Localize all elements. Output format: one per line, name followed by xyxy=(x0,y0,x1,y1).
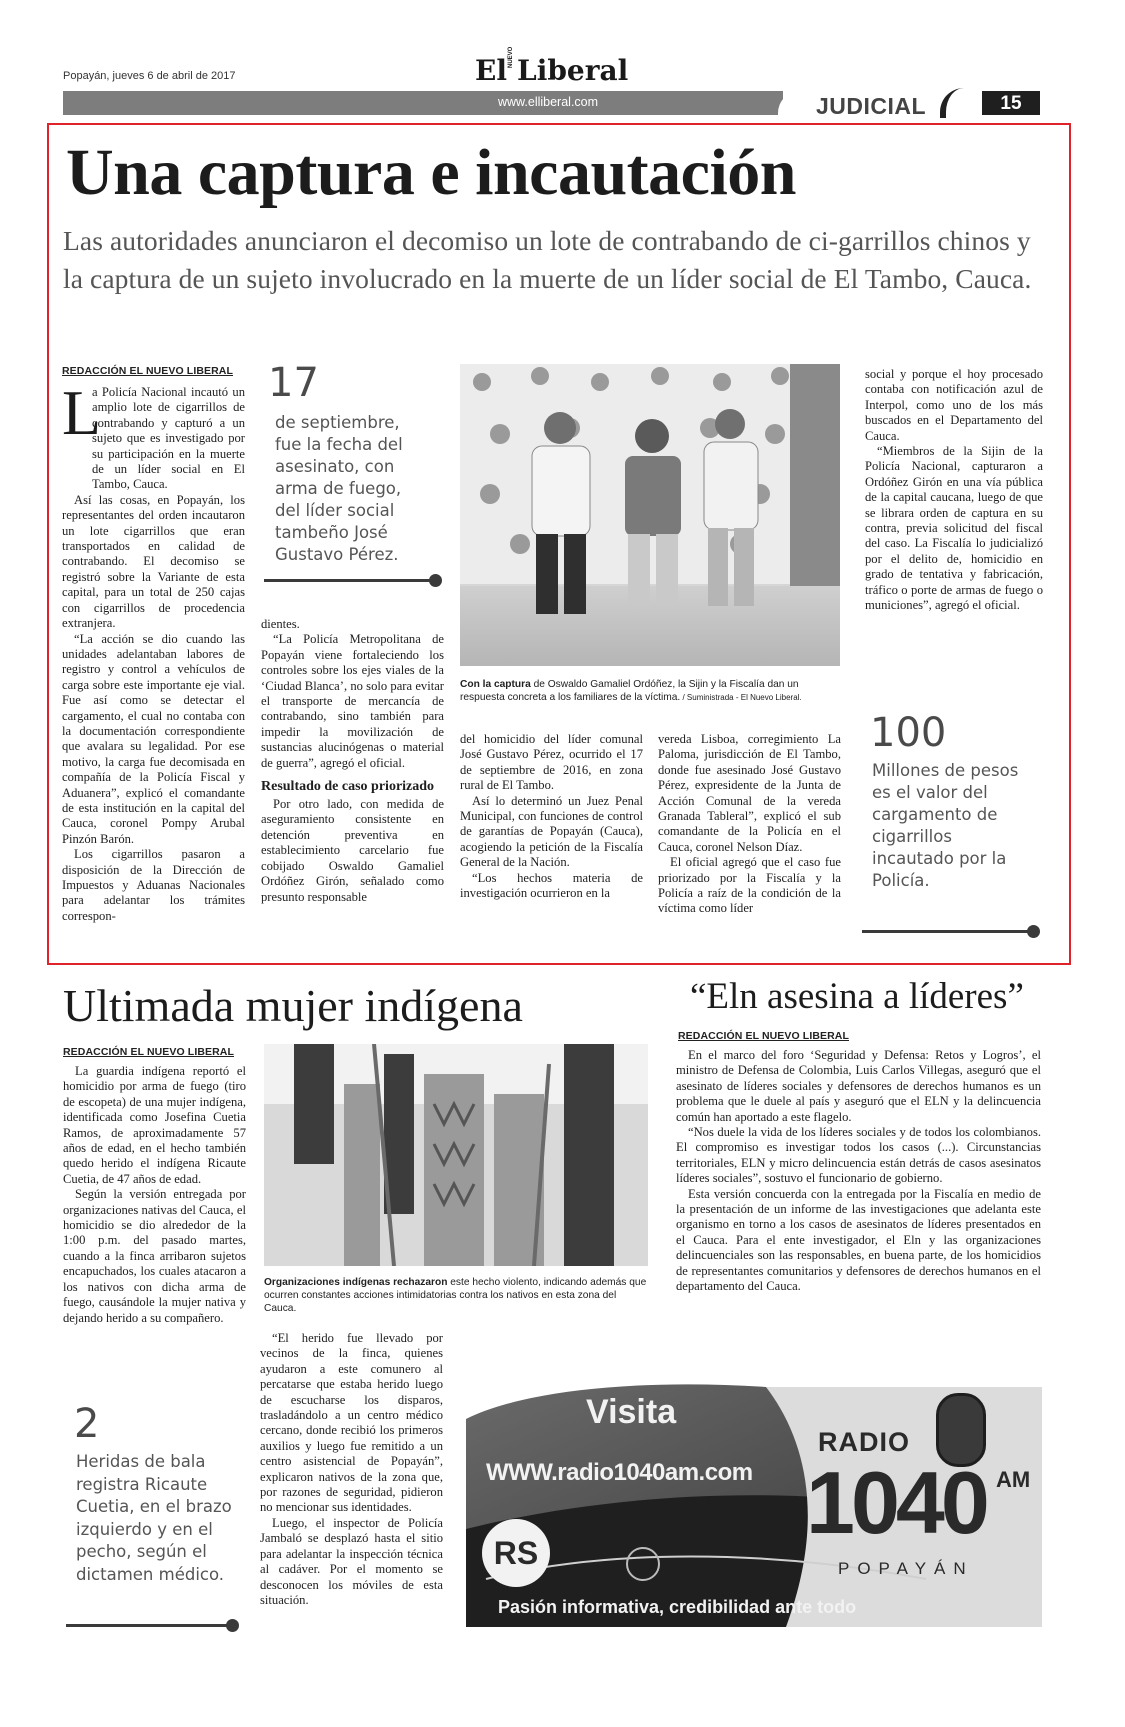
indigenous-photo-caption xyxy=(264,1276,648,1315)
capture-photo-caption xyxy=(460,678,840,704)
ad-visita: Visita xyxy=(586,1393,677,1431)
drop-cap: L xyxy=(62,377,102,448)
paragraph: Por otro lado, con medida de aseguramiento consistente en detención preventiva en establecimiento carcelario fue cobijado Oswaldo Gamaliel Ordóñez Girón, señalado como presunto responsable xyxy=(261,797,444,904)
site-url[interactable]: www.elliberal.com xyxy=(498,95,599,109)
radio-ad[interactable] xyxy=(466,1379,1042,1627)
story2-byline: REDACCIÓN EL NUEVO LIBERAL xyxy=(63,1046,234,1058)
paragraph: social y porque el hoy procesado contaba con notificación azul de Interpol, como uno de los más buscados en el Departamento del Cauca. xyxy=(865,367,1043,443)
paragraph: El oficial agregó que el caso fue priorizado por la Fiscalía y la Policía a raíz de la condición de la víctima como líder xyxy=(658,855,841,916)
fact-rule-100 xyxy=(862,930,1032,933)
ad-sphere-icon xyxy=(626,1547,660,1581)
logo-nuevo: NUEVO xyxy=(508,46,514,68)
main-byline: REDACCIÓN EL NUEVO LIBERAL xyxy=(62,365,233,377)
page-number-box xyxy=(982,91,1040,115)
paragraph: “Los hechos materia de investigación ocurrieron en la xyxy=(460,870,643,901)
story3-body xyxy=(676,1048,1041,1295)
paragraph: Luego, el inspector de Policía Jambaló se desplazó hasta el sitio para adelantar la inspección técnica al cadáver. Por el momento se desconocen los móviles de esta situación. xyxy=(260,1515,443,1607)
story3-byline: REDACCIÓN EL NUEVO LIBERAL xyxy=(678,1030,849,1042)
capture-photo xyxy=(460,364,840,666)
ad-am: AM xyxy=(996,1467,1031,1492)
ad-url[interactable]: WWW.radio1040am.com xyxy=(486,1459,753,1486)
main-column-5 xyxy=(865,367,1043,614)
fact-number-100: 100 xyxy=(870,710,947,756)
paragraph: “La acción se dio cuando las unidades adelantaban labores de registro y control a vehículos de carga sobre este importante eje vial. Fue así como se detectar el cargamento, el cual no contaba con la documentación correspondiente que avalara su legalidad. Por ese motivo, la carga fue decomisada en compañía de la Policía Fiscal y Aduanera”, explicó el comandante de esta institución en la capital del Cauca, coronel Pompy Arubal Pinzón Barón. xyxy=(62,631,245,846)
caption-text: de Oswaldo Gamaliel Ordóñez, la Sijin y la Fiscalía dan un respuesta concreta a los familiares de la víctima. xyxy=(460,679,799,703)
ad-city: POPAYÁN xyxy=(838,1559,974,1578)
paragraph: En el marco del foro ‘Seguridad y Defensa: Retos y Logros’, el ministro de Defensa de Colombia, Luis Carlos Villegas, aseguró que el asesinato de líderes sociales y defensores de derechos humanos es un problema que le duele al país y aseguró que el ELN y la delincuencia común han aportado a este flagelo. xyxy=(676,1048,1041,1124)
story2-column-2 xyxy=(260,1331,443,1608)
logo-liberal: Liberal xyxy=(517,54,629,87)
main-headline: Una captura e incautación xyxy=(66,136,796,209)
ad-slogan: Pasión informativa, credibilidad ante todo xyxy=(498,1597,857,1617)
caption-credit: / Suministrada - El Nuevo Liberal. xyxy=(680,693,802,702)
indigenous-photo xyxy=(264,1044,648,1266)
section-label: JUDICIAL xyxy=(816,93,927,119)
caption-lead: Organizaciones indígenas rechazaron xyxy=(264,1277,448,1288)
paragraph: del homicidio del líder comunal José Gustavo Pérez, ocurrido el 17 de septiembre de 2016, en zona rural de El Tambo. xyxy=(460,732,643,793)
page-number: 15 xyxy=(1000,93,1022,114)
section-swoosh-icon xyxy=(940,88,972,118)
main-column-4 xyxy=(658,732,841,917)
paragraph: “Nos duele la vida de los líderes sociales y de todos los colombianos. El compromiso es investigar todos los casos (...). Circunstancias territoriales, ELN y micro delincuencia están detrás de casos asesinatos líderes sociales”, sostuvo el funcionario de gobierno. xyxy=(676,1125,1041,1186)
caption-lead: Con la captura xyxy=(460,679,531,690)
paragraph: Los cigarrillos pasaron a disposición de la Dirección de Impuestos y Aduanas Nacionales para adelantar los trámites correspon- xyxy=(62,847,245,923)
main-column-2 xyxy=(261,617,444,905)
ad-frequency: 1040 xyxy=(806,1453,986,1552)
paragraph: a Policía Nacional incautó un amplio lote de cigarrillos de contrabando y capturó a un sujeto que es investigado por su participación en la muerte de un líder social en El Tambo, Cauca. xyxy=(92,385,245,492)
main-column-3 xyxy=(460,732,643,901)
story3-headline: “Eln asesina a líderes” xyxy=(690,976,1024,1017)
ad-radio: RADIO xyxy=(818,1427,910,1457)
paragraph: vereda Lisboa, corregimiento La Paloma, jurisdicción de El Tambo, donde fue asesinado José Gustavo Pérez, expresidente de la Junta de Acción Comunal de la vereda Granada Tableral”, explicó el sub comandante de la Policía en el Cauca, coronel Nelson Díaz. xyxy=(658,732,841,854)
fact-rule-17 xyxy=(264,579,434,582)
story2-column-1 xyxy=(63,1064,246,1326)
paragraph: Así lo determinó un Juez Penal Municipal, con funciones de control de garantías de Popayán (Cauca), acogiendo la petición de la Fiscalía General de la Nación. xyxy=(460,793,643,870)
fact-text-17: de septiembre, fue la fecha del asesinato, con arma de fuego, del líder social tambeño José Gustavo Pérez. xyxy=(275,413,403,564)
paragraph: “El herido fue llevado por vecinos de la finca, quienes ayudaron a este comunero al percatarse que estaba herido luego de escucharse los disparos, trasladándolo a un centro médico cercano, donde recibió los primeros auxilios y luego fue remitido a un centro asistencial de Popayán”, explicaron nativos de la zona que, por razones de seguridad, pidieron no mencionar sus identidades. xyxy=(260,1331,443,1515)
fact-number-17: 17 xyxy=(268,360,319,406)
paragraph: dientes. xyxy=(261,617,300,631)
logo-el: El xyxy=(475,54,507,87)
ad-rs-logo: RS xyxy=(482,1519,550,1587)
main-column-1 xyxy=(62,385,245,924)
fact-number-2: 2 xyxy=(74,1401,100,1447)
fact-rule-2 xyxy=(66,1624,231,1627)
header-bar xyxy=(63,91,783,115)
caption-text: este hecho violento, indicando además que ocurren constantes acciones intimidatorias contra los nativos en esta zona del Cauca. xyxy=(264,1277,647,1314)
main-deck: Las autoridades anunciaron el decomiso un lote de contrabando de ci-garrillos chinos y la captura de un sujeto involucrado en la muerte de un líder social de El Tambo, Cauca. xyxy=(63,225,1032,294)
paragraph: “La Policía Metropolitana de Popayán viene fortaleciendo los controles sobre los ejes viales de la ‘Ciudad Blanca’, no solo para evitar el transporte de mercancía de contrabando, sino también para impedir la movilización de sustancias alucinógenas o material de guerra”, agregó el oficial. xyxy=(261,632,444,770)
paragraph: “Miembros de la Sijin de la Policía Nacional, capturaron a Ordóñez Girón en una vía pública de la capital caucana, luego de que se librara orden de captura en su contra, previa solicitud del fiscal del caso. La Fiscalía lo judicializó por el delito de, homicidio en grado de tentativa y fabricación, tráfico o porte de armas de fuego o municiones”, agregó el oficial. xyxy=(865,444,1043,613)
fact-text-2: Heridas de bala registra Ricaute Cuetia, en el brazo izquierdo y en el pecho, según el dictamen médico. xyxy=(76,1452,232,1584)
fact-text-100: Millones de pesos es el valor del cargamento de cigarrillos incautado por la Policía. xyxy=(872,761,1019,890)
masthead-logo xyxy=(475,46,650,90)
paragraph: Según la versión entregada por organizaciones nativas del Cauca, el homicidio se dio alrededor de la 1:00 p.m. del pasado martes, cuando a la finca arribaron sujetos encapuchados, los cuales atacaron a los nativos con dicha arma de fuego, causándole la mujer nativa y dejando herido a su compañero. xyxy=(63,1187,246,1325)
edition-date: Popayán, jueves 6 de abril de 2017 xyxy=(63,70,236,82)
paragraph: Así las cosas, en Popayán, los representantes del orden incautaron un lote cigarrillos que eran transportados en calidad de contrabando. El decomiso se registró sobre la Variante de esta capital, para un total de 250 cajas con cigarrillos de procedencia extranjera. xyxy=(62,492,245,631)
paragraph: Esta versión concuerda con la entregada por la Fiscalía en medio de la presentación de un informe de las investigaciones que adelanta este organismo en torno a los casos de asesinatos de líderes presentados en el Cauca. Para el ente investigador, el Eln y las organizaciones delincuenciales son las responsables, en buena parte, de los homicidios de representantes comunitarios y defensores de derechos humanos en el departamento del Cauca. xyxy=(676,1186,1041,1294)
story2-headline: Ultimada mujer indígena xyxy=(63,980,523,1031)
paragraph: La guardia indígena reportó el homicidio por arma de fuego (tiro de escopeta) de una mujer indígena, identificada como Josefina Cuetia Ramos, de aproximadamente 57 años de edad, en el hecho también quedo herido el indígena Ricaute Cuetia, de 47 años de edad. xyxy=(63,1064,246,1186)
section-tab xyxy=(778,91,968,121)
subhead: Resultado de caso priorizado xyxy=(261,779,435,795)
